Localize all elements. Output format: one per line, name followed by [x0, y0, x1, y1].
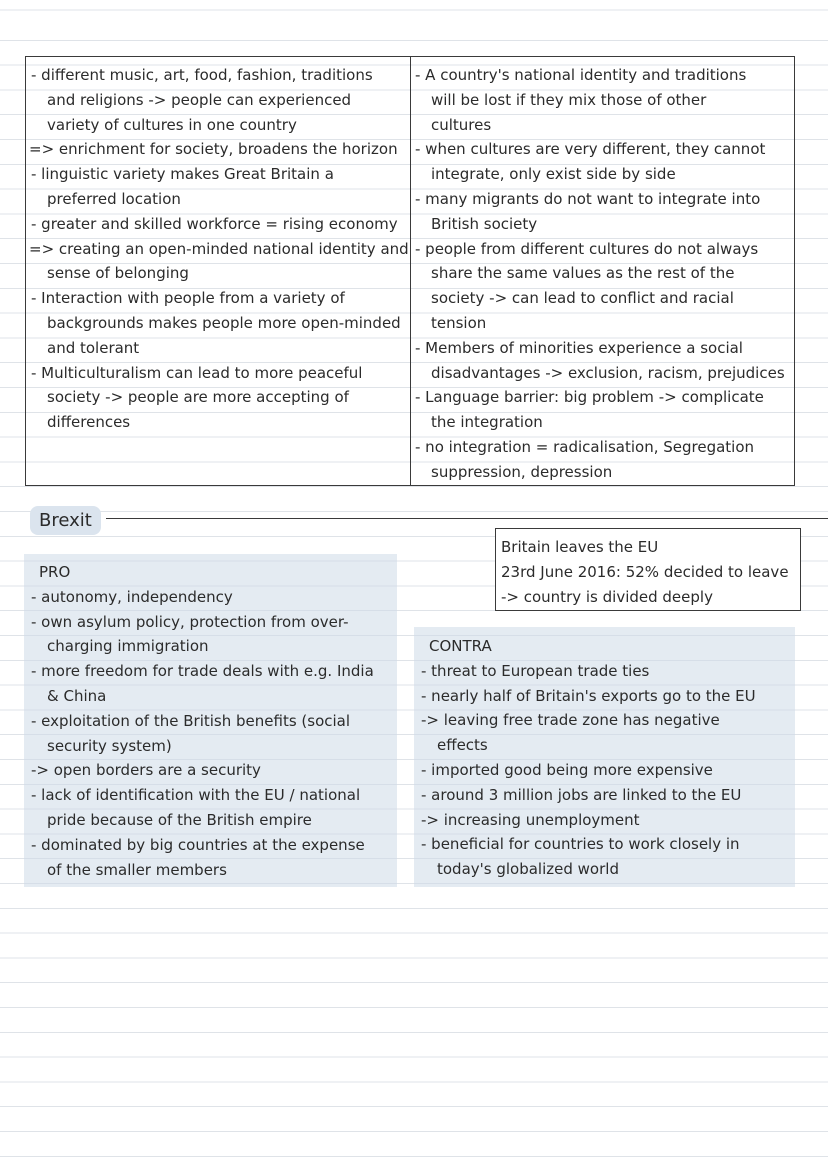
- table-right-line: - Members of minorities experience a social: [415, 338, 743, 357]
- table-right-line: will be lost if they mix those of other: [431, 90, 707, 109]
- table-right-line: - when cultures are very different, they cannot: [415, 140, 766, 159]
- notes-page: - different music, art, food, fashion, traditions and religions -> people can experienced variety of cultures in one country => enrichment for society, broadens the horizon - linguistic variety makes Great Britain a preferred location - greater and skilled workforce = rising economy => creating an open-minded national identity and sense of belonging - Interaction with people from a variety of backgrounds makes people more open-minded and tolerant - Multiculturalism can lead to more peaceful society -> people are more accepting of differences - A country's national identity and traditions will be lost if they mix those of other cultures - when cultures are very different, they cannot integrate, only exist side by side - many migrants do not want to integrate into British society - people from different cultures do not always share the same values as the rest of the society -> can lead to conflict and racial tension - Members of minorities experience a social disadvantages -> exclusion, racism, prejudices - Language barrier: big problem -> complicate the integration - no integration = radicalisation, Segregation suppression, depression Brexit Britain leaves the EU 23rd June 2016: 52% decided to leave -> country is divided deeply PRO - autonomy, independency - own asylum policy, protection from over- charging immigration - more freedom for trade deals with e.g. India & China - exploitation of the British benefits (social security system) -> open borders are a security - lack of identification with the EU / national pride because of the British empire - dominated by big countries at the expense of the smaller members CONTRA - threat to European trade ties - nearly half of Britain's exports go to the EU -> leaving free trade zone has negative effects - imported good being more expensive - around 3 million jobs are linked to the EU -> increasing unemployment - beneficial for countries to work closely in today's globalized world: [0, 0, 828, 1171]
- table-right-column: [415, 63, 793, 485]
- table-right-line: - people from different cultures do not always: [415, 239, 759, 258]
- table-left-line: - linguistic variety makes Great Britain a: [31, 165, 334, 184]
- table-right-line: integrate, only exist side by side: [431, 165, 676, 184]
- table-right-line: disadvantages -> exclusion, racism, prejudices: [431, 363, 785, 382]
- table-left-line: and tolerant: [47, 338, 140, 357]
- table-left-line: => enrichment for society, broadens the horizon: [29, 140, 398, 159]
- table-left-line: variety of cultures in one country: [47, 115, 297, 134]
- table-left-line: => creating an open-minded national identity and: [29, 239, 409, 258]
- table-right-line: suppression, depression: [431, 462, 613, 481]
- table-right-line: tension: [431, 313, 487, 332]
- table-left-line: backgrounds makes people more open-minded: [47, 313, 401, 332]
- table-left-column: [31, 63, 409, 435]
- table-right-line: - A country's national identity and traditions: [415, 66, 747, 84]
- table-left-line: society -> people are more accepting of: [47, 388, 349, 407]
- table-right-line: British society: [431, 214, 538, 233]
- table-left-line: - Multiculturalism can lead to more peaceful: [31, 363, 363, 382]
- table-right-line: share the same values as the rest of the: [431, 264, 735, 283]
- table-divider: [410, 56, 411, 486]
- table-left-line: sense of belonging: [47, 264, 189, 283]
- table-left-line: - Interaction with people from a variety of: [31, 289, 345, 308]
- table-left-line: - greater and skilled workforce = rising economy: [31, 214, 398, 233]
- table-right-line: the integration: [431, 413, 543, 432]
- table-right-line: - many migrants do not want to integrate into: [415, 189, 761, 208]
- table-right-line: - no integration = radicalisation, Segregation: [415, 437, 755, 456]
- section-title-brexit: Brexit: [30, 506, 101, 535]
- table-right-line: - Language barrier: big problem -> complicate: [415, 388, 764, 407]
- table-left-line: - different music, art, food, fashion, traditions: [31, 66, 373, 84]
- table-right-line: society -> can lead to conflict and racial: [431, 289, 734, 308]
- table-left-line: differences: [47, 413, 131, 432]
- table-left-line: preferred location: [47, 189, 181, 208]
- table-left-line: and religions -> people can experienced: [47, 90, 352, 109]
- section-divider: [106, 518, 828, 519]
- table-right-line: cultures: [431, 115, 492, 134]
